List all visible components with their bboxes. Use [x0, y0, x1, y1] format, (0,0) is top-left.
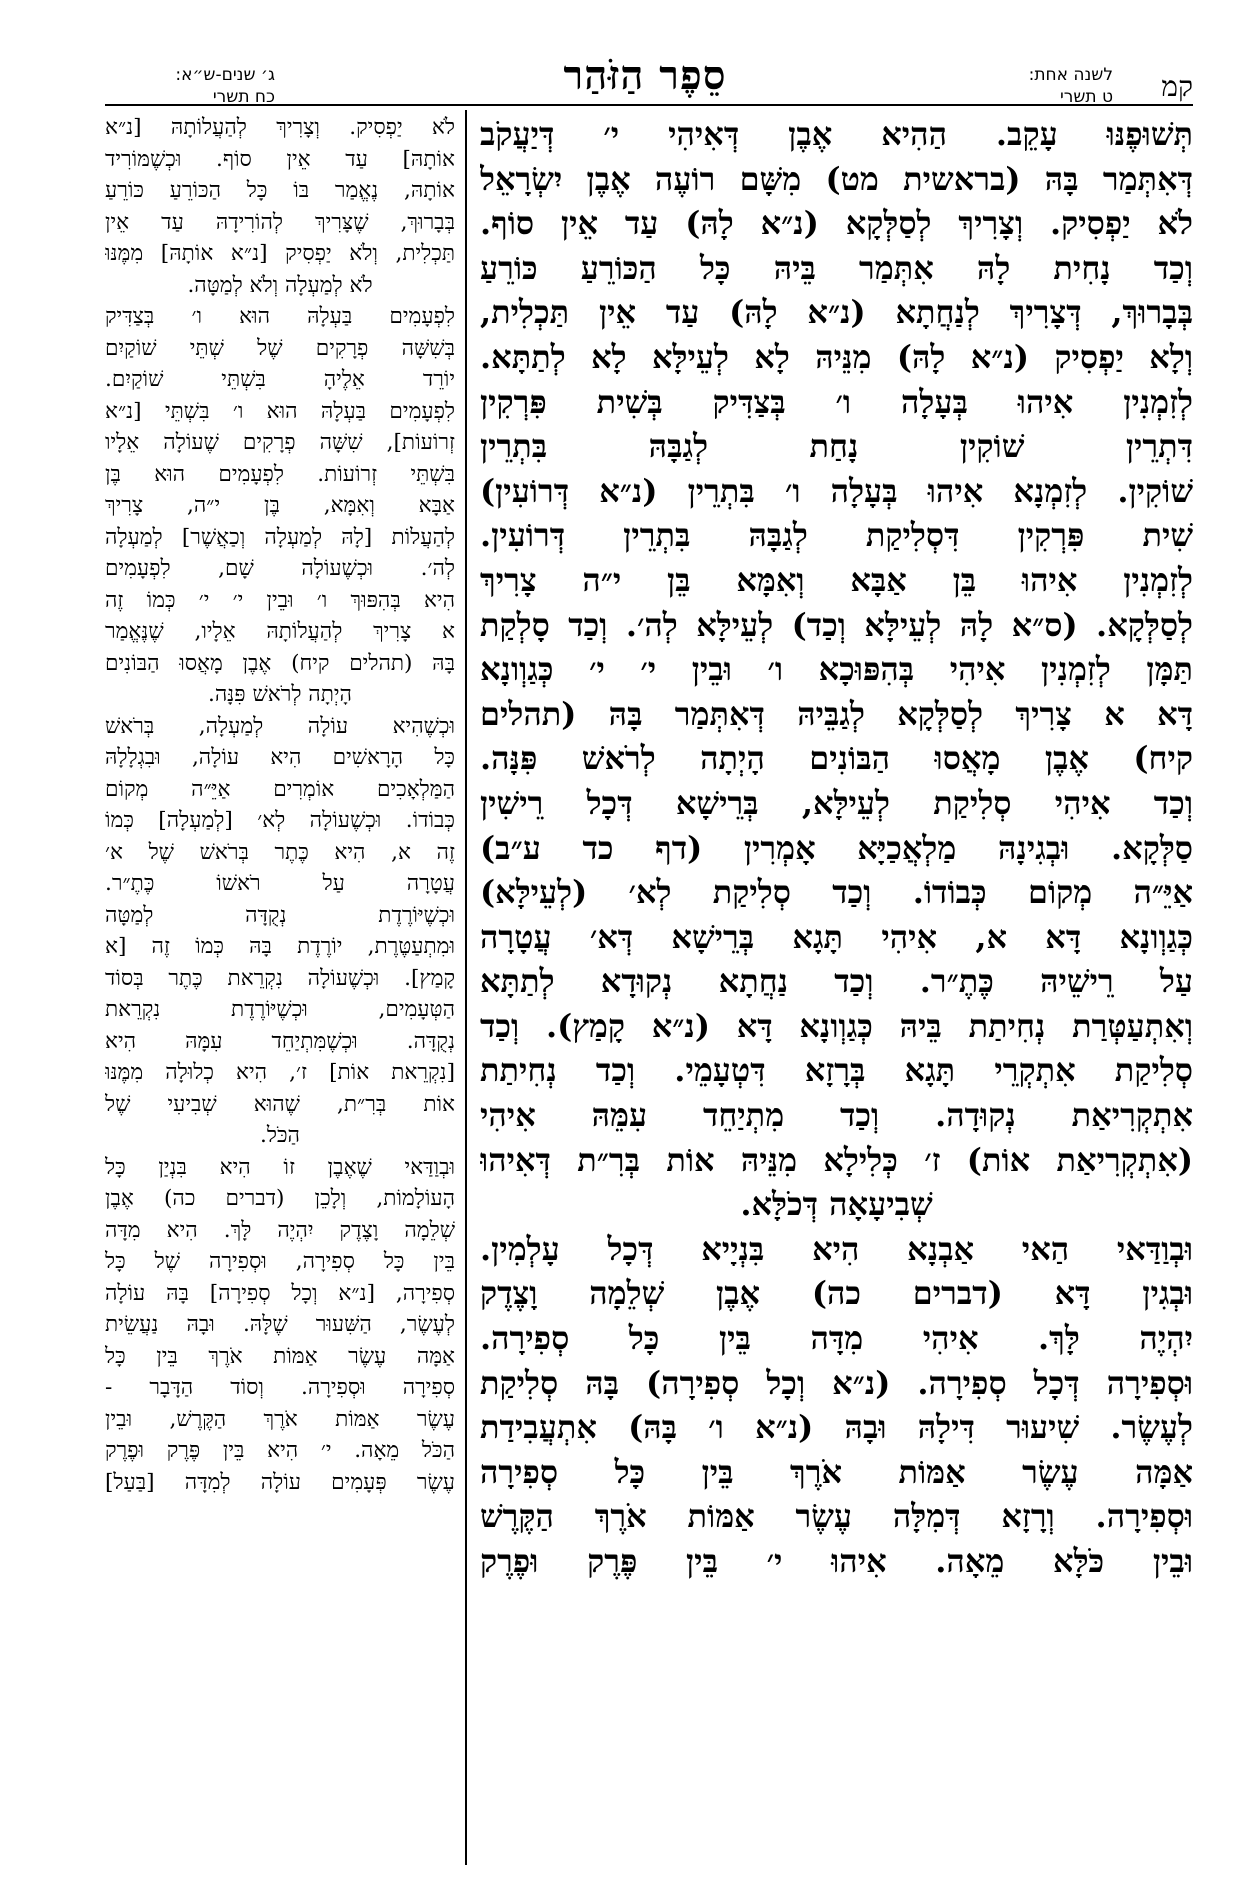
text-line: וּבְגִין דָּא (דברים כה) אֶבֶן שְׁלֵמָה וָצֶדֶק	[480, 1274, 1193, 1313]
text-line: דְּאִתְּמַר בָּהּ (בראשית מט) מִשָּׁם רוֹעֶה אֶבֶן יִשְׂרָאֵל	[480, 159, 1193, 198]
text-line: תַּכְלִית, וְלֹא יַפְסִיק [נ״א אוֹתָהּ] מִמֶּנּוּ	[105, 241, 455, 266]
page-number: קמ	[1161, 70, 1193, 103]
text-line: וְלָא יַפְסִיק (נ״א לָהּ) מִנֵּיהּ לָא לְעֵילָּא לָא לְתַתָּא.	[480, 337, 1193, 376]
text-line: וּבְוַדַּאי שֶׁאֶבֶן זוֹ הִיא בִּנְיַן כָּל	[105, 1154, 455, 1180]
text-line: בְּבָרוּךְ, דְּצָרִיךְ לְנַחֲתָא (נ״א לָהּ) עַד אֵין תַּכְלִית,	[480, 293, 1193, 332]
text-line: תַּמָּן לְזִמְנִין אִיהִי בְּהִפּוּכָא ו׳ וּבֵין י׳ י׳ כְּגַוְונָא	[480, 650, 1193, 689]
text-line: וּמִתְעַטֶּרֶת, יוֹרֶדֶת בָּהּ כְּמוֹ זֶה [א	[105, 934, 455, 959]
text-line: הִיא בְּהִפּוּךְ ו׳ וּבֵין י׳ י׳ כְּמוֹ זֶה	[105, 587, 455, 613]
text-line: שְׁבִיעָאָה דְּכֹלָּא.	[740, 1185, 933, 1224]
text-line: לְעֶשֶׂר, הַשִּׁעוּר שֶׁלָּהּ. וּבָהּ נַעֲשֵׂית	[105, 1312, 455, 1337]
text-line: הַכֹּל מֵאָה. י׳ הִיא בֵּין פֶּרֶק וּפֶרֶק	[105, 1438, 455, 1463]
schedule-label: ג׳ שנים-ש״א:	[175, 65, 275, 85]
text-line: בֵּין כָּל סְפִירָה, וּסְפִירָה שֶׁל כָּל	[105, 1249, 455, 1274]
text-line: קיח) אֶבֶן מָאֲסוּ הַבּוֹנִים הָיְתָה לְרֹאשׁ פִּנָּה.	[480, 739, 1193, 778]
hebrew-translation-text	[105, 112, 455, 1872]
text-line: אוֹתָהּ] עַד אֵין סוֹף. וּכְשֶׁמּוֹרִיד	[105, 146, 455, 172]
text-line: בְּבָרוּךְ, שֶׁצָּרִיךְ לְהוֹרִידָהּ עַד אֵין	[105, 209, 455, 235]
text-line: שִׁית פִּרְקִין דִּסְלִיקַת לְגַבָּהּ בִּתְרֵין דְּרוֹעִין.	[480, 516, 1193, 555]
text-line: הָיְתָה לְרֹאשׁ פִּנָּה.	[208, 682, 352, 707]
text-line: לְסַלְּקָא. (ס״א לָהּ לְעֵילָּא וְכַד) לְעֵילָּא לְה׳. וְכַד סָלְקַת	[480, 605, 1193, 644]
schedule-date: ט תשרי	[1059, 87, 1113, 107]
text-line: כְּגַוְונָא דָּא א, אִיהִי תָּגָא בְּרֵישָׁא דְּא׳ עֲטָרָה	[480, 917, 1193, 956]
text-line: הָעוֹלָמוֹת, וְלָכֵן (דברים כה) אֶבֶן	[105, 1186, 455, 1211]
text-line: וּסְפִירָה דְּכָל סְפִירָה. (נ״א וְכָל סְפִירָה) בָּהּ סְלִיקַת	[480, 1363, 1193, 1402]
text-line: וּסְפִירָה. וְרָזָא דְּמִלָּה עֶשֶׂר אַמּוֹת אֹרֶךְ הַקֶּרֶשׁ	[480, 1497, 1193, 1536]
text-line: אוֹתָהּ, נֶאֱמַר בּוֹ כָּל הַכּוֹרֵעַ כּוֹרֵעַ	[105, 178, 455, 203]
page-header	[0, 0, 1253, 110]
schedule-label: לשנה אחת:	[1028, 65, 1113, 85]
column-divider	[465, 110, 467, 1865]
text-line: לֹא לְמַעְלָה וְלֹא לְמַטָּה.	[187, 272, 373, 298]
text-line: לְה׳. וּכְשֶׁעוֹלָה שָׁם, לִפְעָמִים	[105, 556, 455, 581]
text-line: [נִקְרֵאת אוֹת] ז׳, הִיא כְלוּלָה מִמֶּנּוּ	[105, 1060, 455, 1085]
text-line: סְפִירָה, [נ״א וְכָל סְפִירָה] בָּהּ עוֹלָה	[105, 1280, 455, 1306]
text-line: סְלִיקַת אִתְקְרֵי תָּגָא בְּרָזָא דִּטְעָמֵי. וְכַד נְחִיתַת	[480, 1051, 1193, 1090]
text-line: עֶשֶׂר פְּעָמִים עוֹלָה לְמִדָּה [בַּעַל]	[105, 1469, 455, 1495]
text-line: תְּשׁוּפֶנּוּ עָקֵב. הַהִיא אֶבֶן דְּאִיהִי י׳ דְּיַעֲקֹב	[480, 115, 1193, 153]
text-line: לֹא יַפְסִיק. וְצָרִיךְ לְהַעֲלוֹתָהּ [נ״א	[105, 115, 455, 140]
text-line: יוֹרֵד אֵלֶיהָ בִּשְׁתֵּי שׁוֹקַיִם.	[105, 367, 455, 392]
text-line: דִּתְרֵין שׁוֹקִין נָחַת לְגַבָּהּ בִּתְרֵין	[480, 427, 1193, 466]
text-line: בְּשִׁשָּׁה פְרָקִים שֶׁל שְׁתֵּי שׁוֹקַיִם	[105, 335, 455, 361]
text-line: הַמַּלְאָכִים אוֹמְרִים אַיֵּ״ה מְקוֹם	[105, 776, 455, 802]
aramaic-main-text	[480, 112, 1193, 1872]
text-line: כְּבוֹדוֹ. וּכְשֶׁעוֹלָה לְא׳ [לְמַעְלָה] כְּמוֹ	[105, 808, 455, 833]
text-line: עֲטָרָה עַל רֹאשׁוֹ כֶּתֶ״ר.	[105, 871, 455, 896]
schedule-date: כח תשרי	[212, 87, 275, 107]
text-line: לִפְעָמִים בַּעְלָהּ הוּא ו׳ בִּשְׁתֵּי [נ״א	[105, 398, 455, 424]
text-line: לְעֶשֶׂר. שִׁיעוּר דִּילָהּ וּבָהּ (נ״א ו׳ בָּהּ) אִתְעֲבִידַת	[480, 1408, 1193, 1447]
text-line: אִתְקְרִיאַת נְקוּדָה. וְכַד מִתְיַחֵד עִמֵּהּ אִיהִי	[480, 1096, 1193, 1135]
text-line: נְקֻדָּה. וּכְשֶׁמִּתְיַחֵד עִמָּהּ הִיא	[105, 1028, 455, 1054]
text-line: בִּשְׁתֵּי זְרוֹעוֹת. לִפְעָמִים הוּא בֶּן	[105, 461, 455, 487]
text-line: זְרוֹעוֹת], שִׁשָּׁה פְרָקִים שֶׁעוֹלָה אֵלָיו	[105, 430, 455, 455]
text-line: זֶה א, הִיא כֶּתֶר בְּרֹאשׁ שֶׁל א׳	[105, 839, 455, 865]
text-line: א צָרִיךְ לְהַעֲלוֹתָהּ אֵלָיו, שֶׁנֶּאֱמַר	[105, 619, 455, 644]
text-line: אַבָּא וְאִמָּא, בֶּן י״ה, צָרִיךְ	[105, 493, 455, 518]
study-schedule-one-year	[963, 64, 1113, 108]
header-rule	[105, 104, 1193, 106]
text-line: עֶשֶׂר אַמּוֹת אֹרֶךְ הַקֶּרֶשׁ, וּבֵין	[105, 1406, 455, 1432]
text-line: סְפִירָה וּסְפִירָה. וְסוֹד הַדָּבָר -	[105, 1375, 455, 1400]
text-line: (אִתְקְרִיאַת אוֹת) ז׳ כְּלִילָא מִנֵּיהּ אוֹת בְּרִ״ת דְּאִיהוּ	[480, 1140, 1193, 1179]
text-line: וּבְוַדַּאי הַאי אַבְנָא הִיא בִּנְיָיא דְּכָל עָלְמִין.	[480, 1229, 1193, 1268]
text-line: כָּל הָרָאשִׁים הִיא עוֹלָה, וּבִגְלָלָהּ	[105, 745, 455, 770]
study-schedule-three-year	[105, 64, 275, 108]
text-line: וּכְשֶׁיּוֹרֶדֶת נְקֻדָּה לְמַטָּה	[105, 902, 455, 928]
text-line: וְכַד אִיהִי סְלִיקַת לְעֵילָּא, בְּרֵישָׁא דְּכָל רֵישִׁין	[480, 783, 1193, 822]
text-line: לִפְעָמִים בַּעְלָהּ הוּא ו׳ בְּצַדִּיק	[105, 304, 455, 329]
text-line: וּבֵין כֹּלָּא מֵאָה. אִיהוּ י׳ בֵּין פֶּרֶק וּפֶרֶק	[480, 1542, 1193, 1580]
text-line: לְזִמְנִין אִיהוּ בֵּן אַבָּא וְאִמָּא בֵּן י״ה צָרִיךְ	[480, 560, 1193, 599]
text-line: וְכַד נָחִית לָהּ אִתְּמַר בֵּיהּ כָּל הַכּוֹרֵעַ כּוֹרֵעַ	[480, 248, 1193, 287]
text-line: לְזִמְנִין אִיהוּ בְּעָלָה ו׳ בְּצַדִּיק בְּשִׁית פִּרְקִין	[480, 382, 1193, 421]
text-line: לֹא יַפְסִיק. וְצָרִיךְ לְסַלְּקָא (נ״א לָהּ) עַד אֵין סוֹף.	[480, 204, 1193, 243]
text-line: אוֹת בְּרִ״ת, שֶׁהוּא שְׁבִיעִי שֶׁל	[105, 1091, 455, 1117]
text-line: יִהְיֶה לָּךְ. אִיהִי מִדָּה בֵּין כָּל סְפִירָה.	[480, 1319, 1193, 1358]
text-line: דָּא א צָרִיךְ לְסַלְּקָא לְגַבֵּיהּ דְּאִתְּמַר בָּהּ (תהלים	[480, 694, 1193, 733]
text-line: קָמַץ]. וּכְשֶׁעוֹלָה נִקְרֵאת כֶּתֶר בְּסוֹד	[105, 965, 455, 991]
text-line: שְׁלֵמָה וָצֶדֶק יִהְיֶה לָּךְ. הִיא מִדָּה	[105, 1217, 455, 1243]
text-line: הַטְּעָמִים, וּכְשֶׁיּוֹרֶדֶת נִקְרֵאת	[105, 997, 455, 1022]
text-line: הַכֹּל.	[260, 1123, 300, 1148]
text-line: לְהַעֲלוֹת [לָהּ לְמַעְלָה וְכַאֲשֶׁר] לְמַעְלָה	[105, 524, 455, 550]
text-line: אַיֵּ״ה מְקוֹם כְּבוֹדוֹ. וְכַד סְלִיקַת לְא׳ (לְעֵילָּא)	[480, 873, 1193, 912]
text-line: עַל רֵישֵׁיהּ כֶּתֶ״ר. וְכַד נַחֲתָא נְקוּדָא לְתַתָּא	[480, 962, 1193, 1001]
text-line: אַמָּה עֶשֶׂר אַמּוֹת אֹרֶךְ בֵּין כָּל סְפִירָה	[480, 1452, 1193, 1491]
book-title: סֵפֶר הַזֹּהַר	[563, 52, 727, 99]
text-line: סַלְּקָא. וּבְגִינָהּ מַלְאֲכַיָּא אָמְרִין (דף כד ע״ב)	[480, 828, 1193, 867]
text-line: בָּהּ (תהלים קיח) אֶבֶן מָאֲסוּ הַבּוֹנִים	[105, 650, 455, 676]
text-line: וְאִתְעַטְּרַת נְחִיתַת בֵּיהּ כְּגַוְונָא דָּא (נ״א קָמַץ). וְכַד	[480, 1006, 1193, 1045]
text-line: וּכְשֶׁהִיא עוֹלָה לְמַעְלָה, בְּרֹאשׁ	[105, 713, 455, 739]
text-line: שׁוֹקִין. לְזִמְנָא אִיהוּ בְּעָלָה ו׳ בִּתְרֵין (נ״א דְּרוֹעִין)	[480, 471, 1193, 510]
text-line: אַמָּה עֶשֶׂר אַמּוֹת אֹרֶךְ בֵּין כָּל	[105, 1343, 455, 1369]
